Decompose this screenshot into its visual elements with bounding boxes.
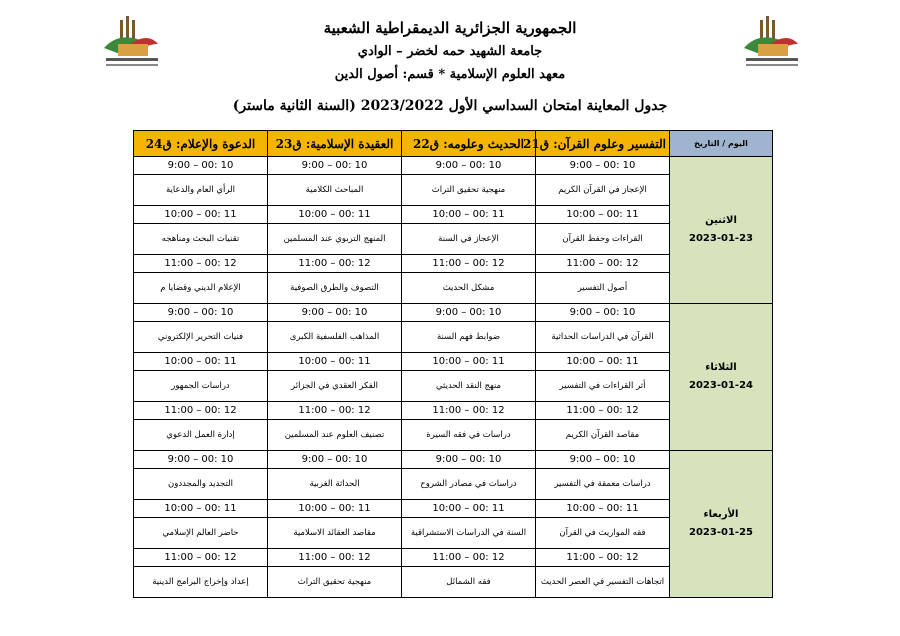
time-cell: 11:00 – 00: 12 bbox=[402, 255, 536, 273]
course-cell: حاضر العالم الإسلامي bbox=[134, 518, 268, 549]
course-cell: دراسات الجمهور bbox=[134, 371, 268, 402]
time-cell: 9:00 – 00: 10 bbox=[536, 304, 670, 322]
course-cell: فقه الشمائل bbox=[402, 567, 536, 598]
time-cell: 9:00 – 00: 10 bbox=[402, 451, 536, 469]
time-cell: 11:00 – 00: 12 bbox=[536, 402, 670, 420]
course-cell: مقاصد العقائد الاسلامية bbox=[268, 518, 402, 549]
time-cell: 10:00 – 00: 11 bbox=[402, 353, 536, 371]
day-cell bbox=[670, 157, 773, 304]
time-cell: 10:00 – 00: 11 bbox=[134, 500, 268, 518]
course-cell: تقنيات البحث ومناهجه bbox=[134, 224, 268, 255]
time-cell: 11:00 – 00: 12 bbox=[402, 402, 536, 420]
time-cell: 9:00 – 00: 10 bbox=[536, 451, 670, 469]
course-cell: السنة في الدراسات الاستشراقية bbox=[402, 518, 536, 549]
course-cell: التصوف والطرق الصوفية bbox=[268, 273, 402, 304]
course-cell: منهجية تحقيق التراث bbox=[402, 175, 536, 206]
course-cell: الإعجاز في القرآن الكريم bbox=[536, 175, 670, 206]
day-date-header: اليوم / التاريخ bbox=[670, 131, 773, 157]
course-cell: الإعجاز في السنة bbox=[402, 224, 536, 255]
schedule-title: جدول المعاينة امتحان السداسي الأول 2023/2022 (السنة الثانية ماستر) bbox=[232, 98, 668, 114]
course-cell: فقه المواريث في القرآن bbox=[536, 518, 670, 549]
time-cell: 11:00 – 00: 12 bbox=[134, 402, 268, 420]
day-date: 2023-01-25 bbox=[689, 527, 753, 538]
course-cell: الحداثة الغربية bbox=[268, 469, 402, 500]
course-cell: الفكر العقدي في الجزائر bbox=[268, 371, 402, 402]
course-cell: القرآن في الدراسات الحداثية bbox=[536, 322, 670, 353]
time-cell: 9:00 – 00: 10 bbox=[268, 451, 402, 469]
time-cell: 10:00 – 00: 11 bbox=[134, 353, 268, 371]
course-cell: القراءات وحفظ القرآن bbox=[536, 224, 670, 255]
time-cell: 11:00 – 00: 12 bbox=[134, 255, 268, 273]
course-cell: إدارة العمل الدعوي bbox=[134, 420, 268, 451]
time-cell: 9:00 – 00: 10 bbox=[402, 304, 536, 322]
time-cell: 9:00 – 00: 10 bbox=[268, 157, 402, 175]
republic-title: الجمهورية الجزائرية الديمقراطية الشعبية bbox=[323, 19, 577, 37]
subject-header-hadith: الحديث وعلومه: ق22 bbox=[402, 131, 536, 157]
time-cell: 10:00 – 00: 11 bbox=[536, 206, 670, 224]
course-cell: إعداد وإخراج البرامج الدينية bbox=[134, 567, 268, 598]
exam-schedule-table bbox=[133, 130, 773, 598]
course-cell: دراسات في مصادر الشروح bbox=[402, 469, 536, 500]
time-cell: 10:00 – 00: 11 bbox=[268, 500, 402, 518]
university-logo-right bbox=[740, 14, 802, 70]
institute-department: معهد العلوم الإسلامية * قسم: أصول الدين bbox=[334, 67, 566, 82]
time-cell: 11:00 – 00: 12 bbox=[268, 549, 402, 567]
day-cell bbox=[670, 451, 773, 598]
course-cell: ضوابط فهم السنة bbox=[402, 322, 536, 353]
time-cell: 10:00 – 00: 11 bbox=[268, 353, 402, 371]
time-cell: 10:00 – 00: 11 bbox=[134, 206, 268, 224]
time-row bbox=[134, 157, 773, 175]
course-cell: الرأي العام والدعاية bbox=[134, 175, 268, 206]
time-cell: 10:00 – 00: 11 bbox=[536, 353, 670, 371]
day-name: الاثنين bbox=[705, 215, 737, 226]
course-cell: منهج النقد الحديثي bbox=[402, 371, 536, 402]
time-cell: 10:00 – 00: 11 bbox=[402, 500, 536, 518]
table-header-row bbox=[134, 131, 773, 157]
time-cell: 9:00 – 00: 10 bbox=[134, 304, 268, 322]
time-cell: 11:00 – 00: 12 bbox=[536, 549, 670, 567]
day-name: الثلاثاء bbox=[705, 362, 737, 373]
time-cell: 9:00 – 00: 10 bbox=[536, 157, 670, 175]
course-cell: المذاهب الفلسفية الكبرى bbox=[268, 322, 402, 353]
course-cell: مقاصد القرآن الكريم bbox=[536, 420, 670, 451]
time-row bbox=[134, 451, 773, 469]
course-cell: فنيات التحرير الإلكتروني bbox=[134, 322, 268, 353]
time-cell: 11:00 – 00: 12 bbox=[134, 549, 268, 567]
time-cell: 11:00 – 00: 12 bbox=[268, 255, 402, 273]
subject-header-aqida: العقيدة الإسلامية: ق23 bbox=[268, 131, 402, 157]
document-header bbox=[230, 16, 670, 114]
course-cell: دراسات معمقة في التفسير bbox=[536, 469, 670, 500]
subject-header-tafsir: التفسير وعلوم القرآن: ق21 bbox=[536, 131, 670, 157]
university-logo-left bbox=[100, 14, 162, 70]
course-cell: التجديد والمجددون bbox=[134, 469, 268, 500]
time-cell: 10:00 – 00: 11 bbox=[536, 500, 670, 518]
time-cell: 9:00 – 00: 10 bbox=[402, 157, 536, 175]
course-cell: دراسات في فقه السيرة bbox=[402, 420, 536, 451]
day-date: 2023-01-24 bbox=[689, 380, 753, 391]
course-cell: أثر القراءات في التفسير bbox=[536, 371, 670, 402]
time-row bbox=[134, 304, 773, 322]
time-cell: 9:00 – 00: 10 bbox=[268, 304, 402, 322]
day-name: الأربعاء bbox=[703, 509, 739, 520]
day-date: 2023-01-23 bbox=[689, 233, 753, 244]
time-cell: 11:00 – 00: 12 bbox=[536, 255, 670, 273]
course-cell: اتجاهات التفسير في العصر الحديث bbox=[536, 567, 670, 598]
course-cell: أصول التفسير bbox=[536, 273, 670, 304]
course-cell: تصنيف العلوم عند المسلمين bbox=[268, 420, 402, 451]
time-cell: 9:00 – 00: 10 bbox=[134, 157, 268, 175]
course-cell: مشكل الحديث bbox=[402, 273, 536, 304]
university-name: جامعة الشهيد حمه لخضر – الوادي bbox=[357, 44, 543, 59]
time-cell: 11:00 – 00: 12 bbox=[268, 402, 402, 420]
time-cell: 10:00 – 00: 11 bbox=[402, 206, 536, 224]
time-cell: 10:00 – 00: 11 bbox=[268, 206, 402, 224]
day-cell bbox=[670, 304, 773, 451]
course-cell: المباحث الكلامية bbox=[268, 175, 402, 206]
course-cell: المنهج التربوي عند المسلمين bbox=[268, 224, 402, 255]
subject-header-dawa: الدعوة والإعلام: ق24 bbox=[134, 131, 268, 157]
time-cell: 11:00 – 00: 12 bbox=[402, 549, 536, 567]
time-cell: 9:00 – 00: 10 bbox=[134, 451, 268, 469]
course-cell: منهجية تحقيق التراث bbox=[268, 567, 402, 598]
course-cell: الإعلام الديني وقضايا م bbox=[134, 273, 268, 304]
